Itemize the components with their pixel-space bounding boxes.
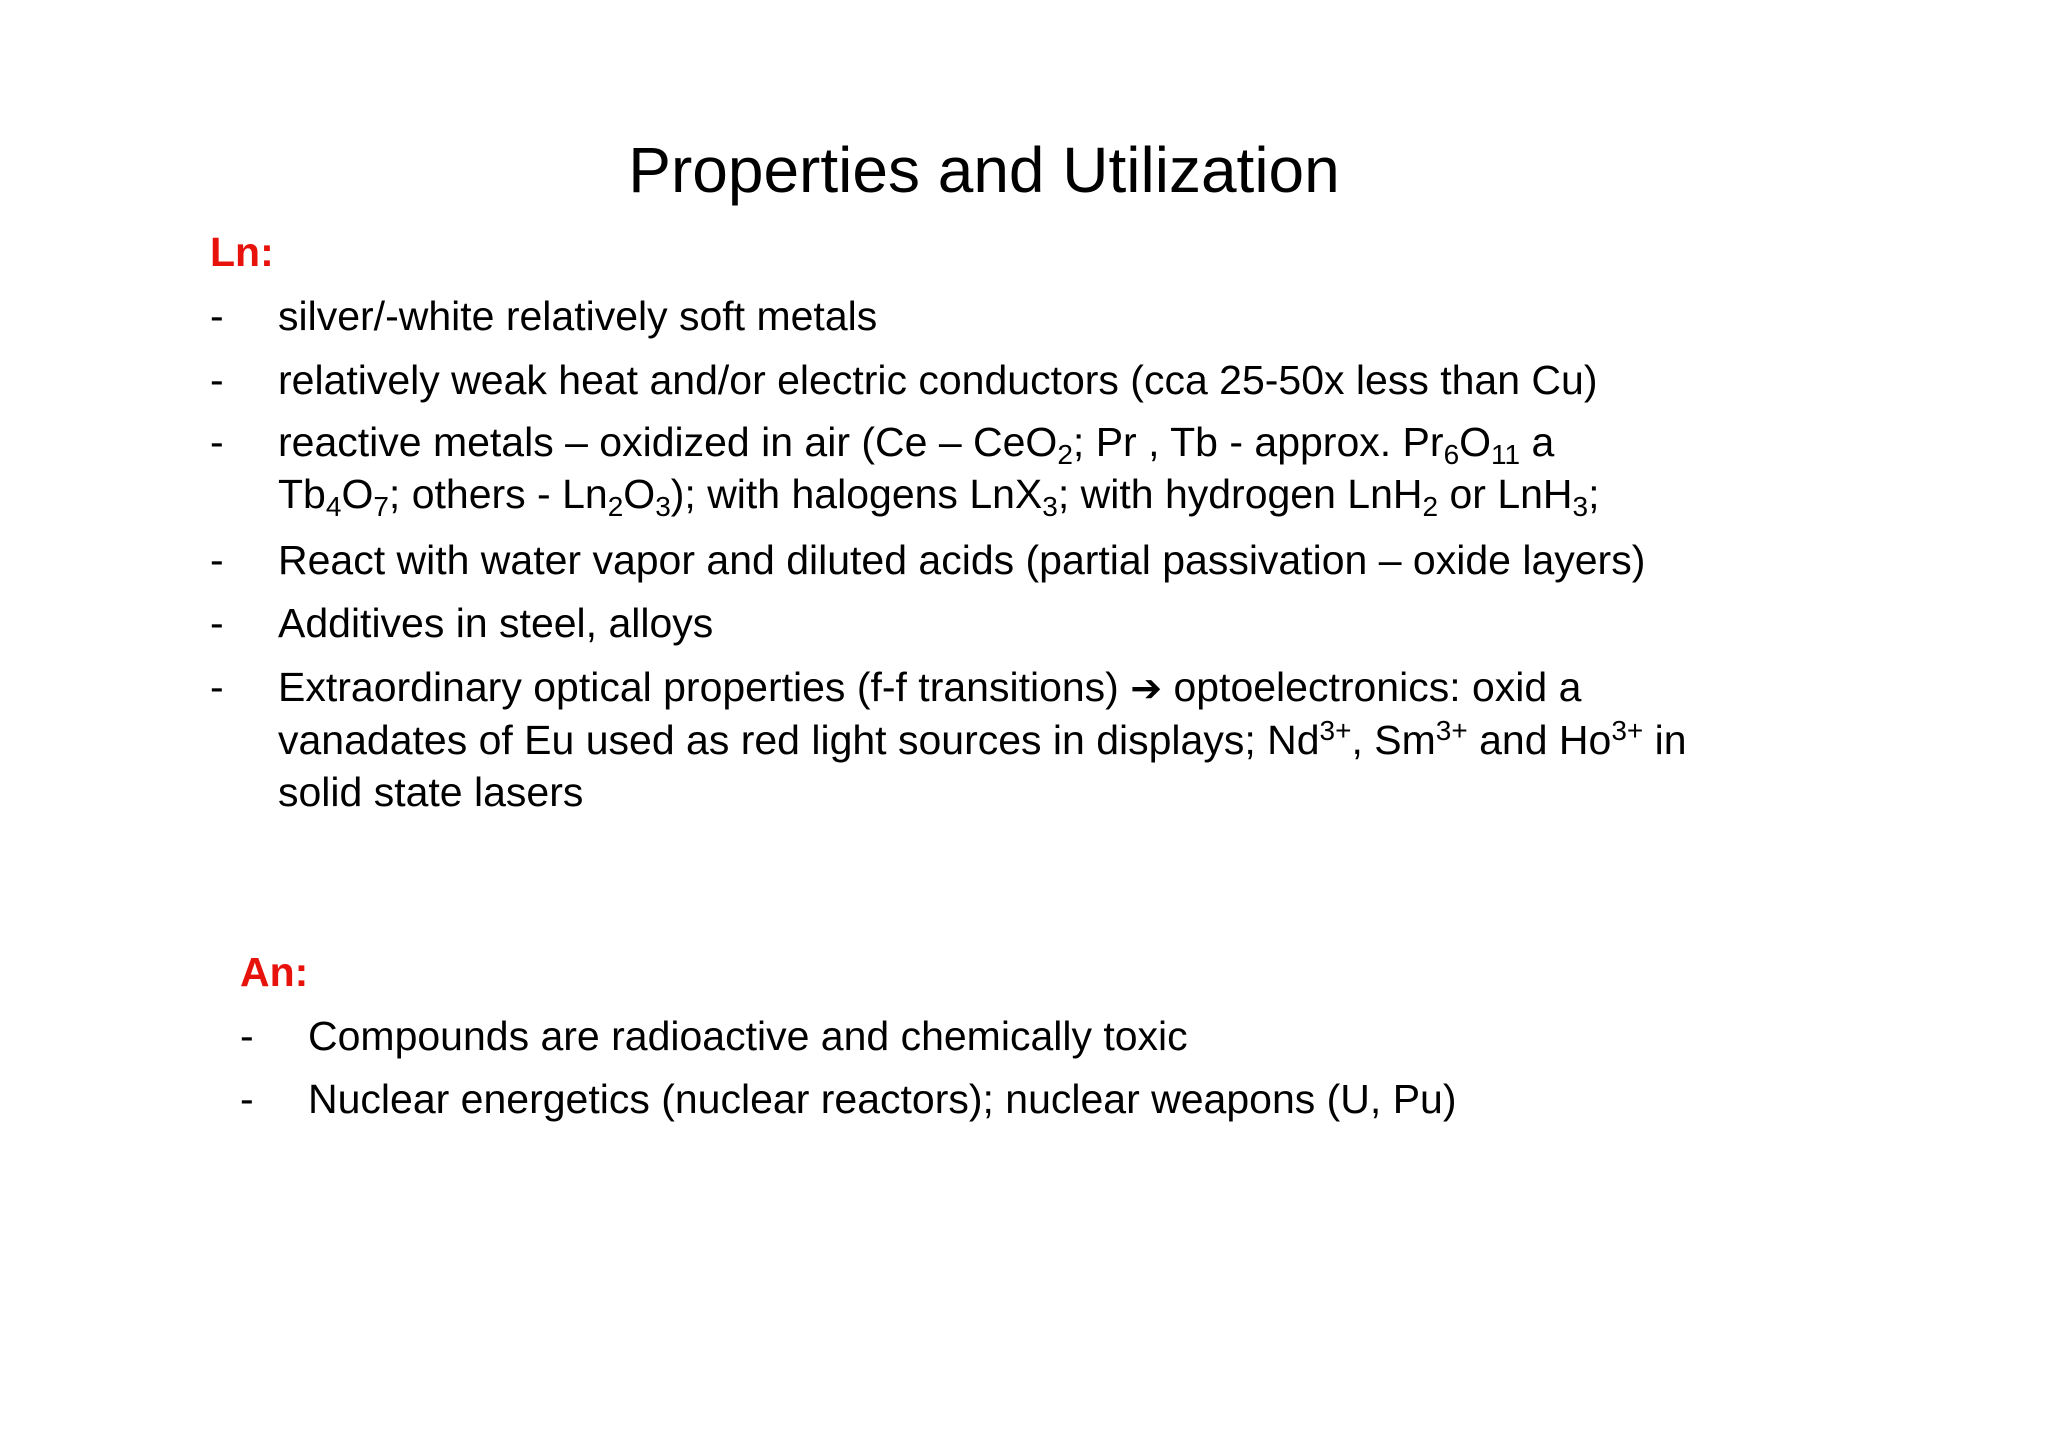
bullet-dash: - <box>210 419 224 465</box>
list-item-text <box>278 661 1687 818</box>
text-line: $Tb_4O_7$; others - $Ln_2O_3$); with halogens LnX$_3$; with hydrogen LnH$_2$ or LnH$_3$; <box>278 471 1600 522</box>
an-bullet-list <box>240 1010 1740 1140</box>
bullet-dash: - <box>240 1013 254 1059</box>
text-line: vanadates of Eu used as red light sources in displays; $Nd^{3+}$, $Sm^{3+}$ and $Ho^{3+}$ in <box>278 715 1687 763</box>
ln-bullet-list <box>210 290 1910 830</box>
list-item-text: Compounds are radioactive and chemically toxic <box>308 1013 1188 1059</box>
list-item-text: Additives in steel, alloys <box>278 600 714 646</box>
list-item-text: Nuclear energetics (nuclear reactors); nuclear weapons (U, Pu) <box>308 1076 1457 1122</box>
bullet-dash: - <box>210 537 224 583</box>
list-item-text: silver/-white relatively soft metals <box>278 293 878 339</box>
bullet-dash: - <box>240 1076 254 1122</box>
text-line: Extraordinary optical properties (f-f transitions) ➔ optoelectronics: oxid a <box>278 664 1582 710</box>
list-item-text: React with water vapor and diluted acids (partial passivation – oxide layers) <box>278 537 1646 583</box>
ln-heading: Ln: <box>210 229 274 275</box>
bullet-dash: - <box>210 600 224 646</box>
text-line: reactive metals – oxidized in air (Ce – CeO$_2$; Pr , Tb - approx. $Pr_6O_{11}$ a <box>278 419 1555 470</box>
list-item-text: relatively weak heat and/or electric conductors (cca 25-50x less than Cu) <box>278 357 1598 403</box>
an-heading: An: <box>240 949 309 995</box>
list-item-text <box>278 416 1600 520</box>
bullet-dash: - <box>210 293 224 339</box>
slide-title: Properties and Utilization <box>628 134 1340 206</box>
bullet-dash: - <box>210 357 224 403</box>
arrow-right-icon: ➔ <box>1130 666 1163 710</box>
bullet-dash: - <box>210 664 224 710</box>
text-line: solid state lasers <box>278 769 584 815</box>
